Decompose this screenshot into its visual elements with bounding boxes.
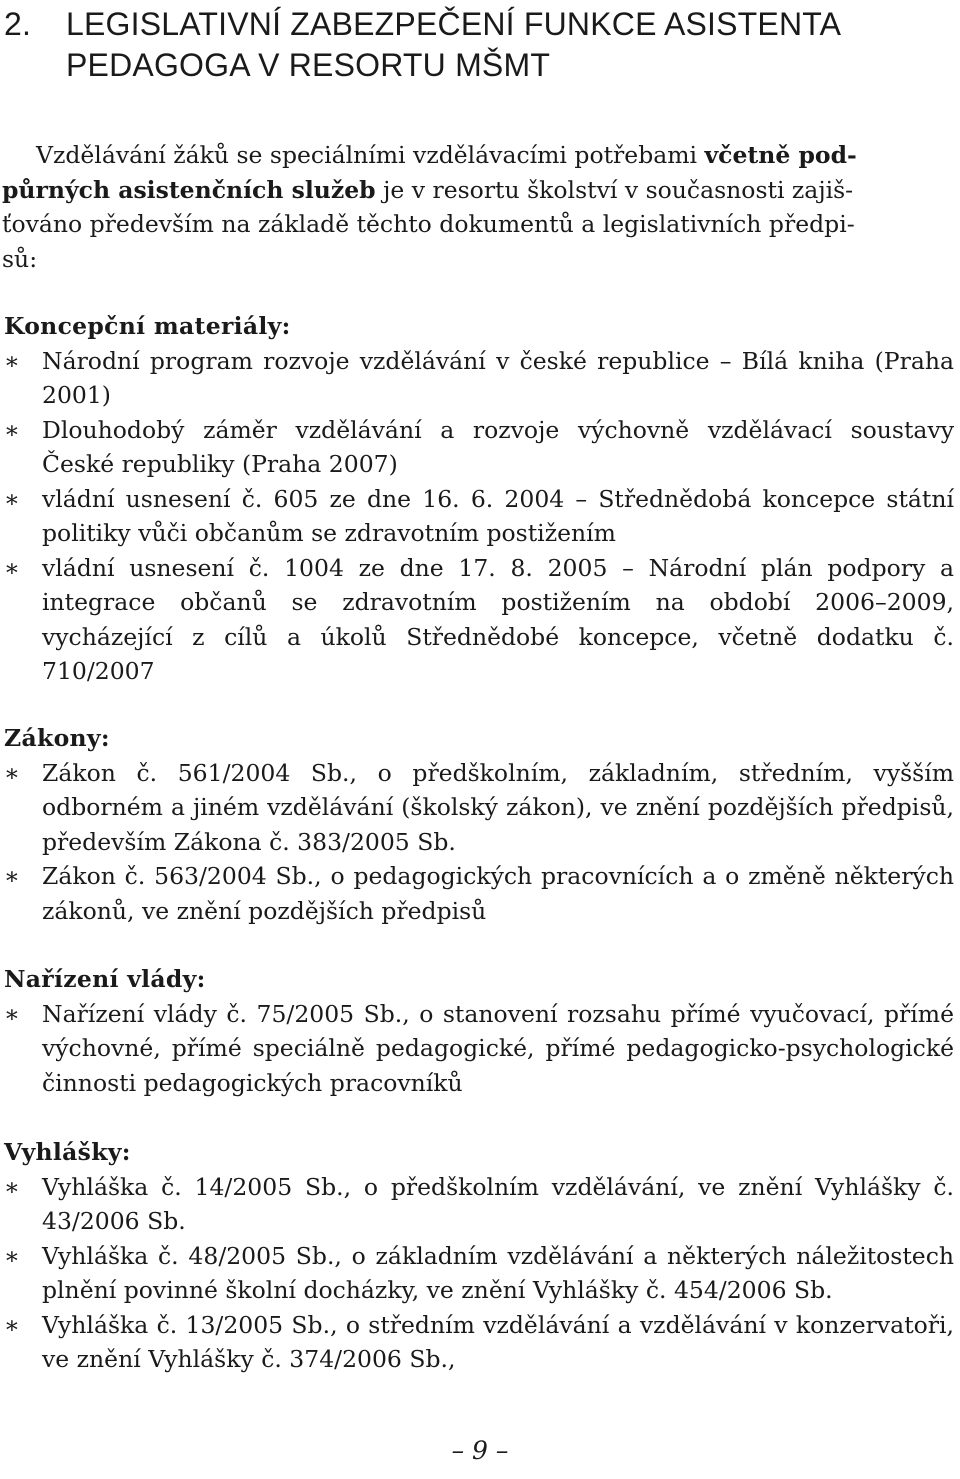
- list-narizeni: [4, 997, 954, 1101]
- item-text: , o předškolním, základním, středním, vyšším odborném a jiném vzdělávání (školský zákon), ve znění pozdějších předpisů, především Zákona č. 383/2005 Sb.: [42, 758, 955, 856]
- item-text: vládní usnesení č. 1004 ze dne 17. 8. 2005 – Národní plán podpory a integrace občanů se zdravotním postižením na období 2006–2009, vycházející z cílů a úkolů Střednědobé koncepce, včetně dodatku č. 710/2007: [42, 553, 954, 685]
- intro-line3: ťováno především na základě těchto dokumentů a legislativních předpi-: [2, 210, 855, 238]
- page-number: – 9 –: [451, 1436, 509, 1465]
- bullet-icon: ∗: [4, 862, 20, 890]
- bullet-icon: ∗: [4, 1310, 20, 1339]
- intro-bold-line1: včetně pod-: [704, 141, 857, 169]
- section-zakony: [4, 721, 954, 928]
- intro-paragraph: [2, 138, 950, 276]
- intro-line4: sů:: [2, 244, 38, 273]
- chapter-title-line2: PEDAGOGA V RESORTU MŠMT: [66, 47, 551, 83]
- chapter-heading: [4, 4, 954, 86]
- item-text: vládní usnesení č. 605 ze dne 16. 6. 2004 – Střednědobá koncepce státní politiky vůči občanům se zdravotním postižením: [42, 484, 954, 547]
- chapter-title-line1: LEGISLATIVNÍ ZABEZPEČENÍ FUNKCE ASISTENTA: [66, 6, 842, 42]
- item-text: , o středním vzdělávání a vzdělávání v konzervatoři, ve znění Vyhlášky č. 374/2006 Sb.,: [42, 1310, 955, 1373]
- list-item: [4, 482, 954, 551]
- item-text: , o pedagogických pracovnících a o změně některých zákonů, ve znění pozdějších předpisů: [42, 862, 955, 925]
- item-lead: Vyhláška č. 13/2005 Sb.: [42, 1310, 331, 1339]
- item-lead: Zákon č. 563/2004 Sb.: [42, 862, 315, 890]
- item-text: Dlouhodobý záměr vzdělávání a rozvoje výchovně vzdělávací soustavy České republiky (Praha 2007): [42, 415, 954, 478]
- section-vyhlasky: [4, 1135, 954, 1377]
- list-item: [4, 551, 954, 689]
- bullet-icon: ∗: [4, 415, 20, 444]
- item-text: , o předškolním vzdělávání, ve znění Vyhlášky č. 43/2006 Sb.: [42, 1172, 955, 1235]
- intro-text-line2: je v resortu školství v současnosti zajiš-: [375, 175, 854, 204]
- item-text: Národní program rozvoje vzdělávání v české republice – Bílá kniha (Praha 2001): [42, 346, 954, 409]
- section-title-zakony: Zákony:: [4, 724, 110, 752]
- list-item: [4, 1308, 954, 1377]
- list-item: [4, 344, 954, 413]
- list-zakony: [4, 756, 954, 929]
- bullet-icon: ∗: [4, 999, 20, 1028]
- intro-bold-line2: půrných asistenčních služeb: [2, 175, 376, 204]
- item-lead: Nařízení vlády č. 75/2005 Sb.: [42, 999, 403, 1028]
- list-vyhlasky: [4, 1170, 954, 1377]
- item-lead: Vyhláška č. 48/2005 Sb.: [42, 1241, 335, 1270]
- section-title-narizeni: Nařízení vlády:: [4, 965, 206, 993]
- bullet-icon: ∗: [4, 1172, 20, 1201]
- chapter-number: 2.: [4, 6, 32, 42]
- intro-text-start: Vzdělávání žáků se speciálními vzdělávacími potřebami: [36, 141, 705, 169]
- list-item: [4, 859, 954, 928]
- list-item: [4, 997, 954, 1101]
- section-title-koncepcni: Koncepční materiály:: [4, 312, 291, 340]
- list-item: [4, 413, 954, 482]
- list-item: [4, 756, 954, 860]
- list-item: [4, 1239, 954, 1308]
- bullet-icon: ∗: [4, 1241, 20, 1270]
- bullet-icon: ∗: [4, 346, 20, 375]
- item-text: , o základním vzdělávání a některých náležitostech plnění povinné školní docházky, ve znění Vyhlášky č. 454/2006 Sb.: [42, 1241, 955, 1304]
- section-title-vyhlasky: Vyhlášky:: [4, 1138, 131, 1166]
- bullet-icon: ∗: [4, 553, 20, 582]
- section-narizeni: [4, 962, 954, 1100]
- section-koncepcni: [4, 309, 954, 689]
- item-text: , o stanovení rozsahu přímé vyučovací, přímé výchovné, přímé speciálně pedagogické, přímé pedagogicko-psychologické činnosti pedagogických pracovníků: [42, 999, 954, 1097]
- list-item: [4, 1170, 954, 1239]
- bullet-icon: ∗: [4, 758, 20, 787]
- list-koncepcni: [4, 344, 954, 689]
- item-lead: Zákon č. 561/2004 Sb.: [42, 758, 350, 787]
- bullet-icon: ∗: [4, 484, 20, 513]
- item-lead: Vyhláška č. 14/2005 Sb.: [42, 1172, 344, 1201]
- intro-line2: [2, 173, 950, 208]
